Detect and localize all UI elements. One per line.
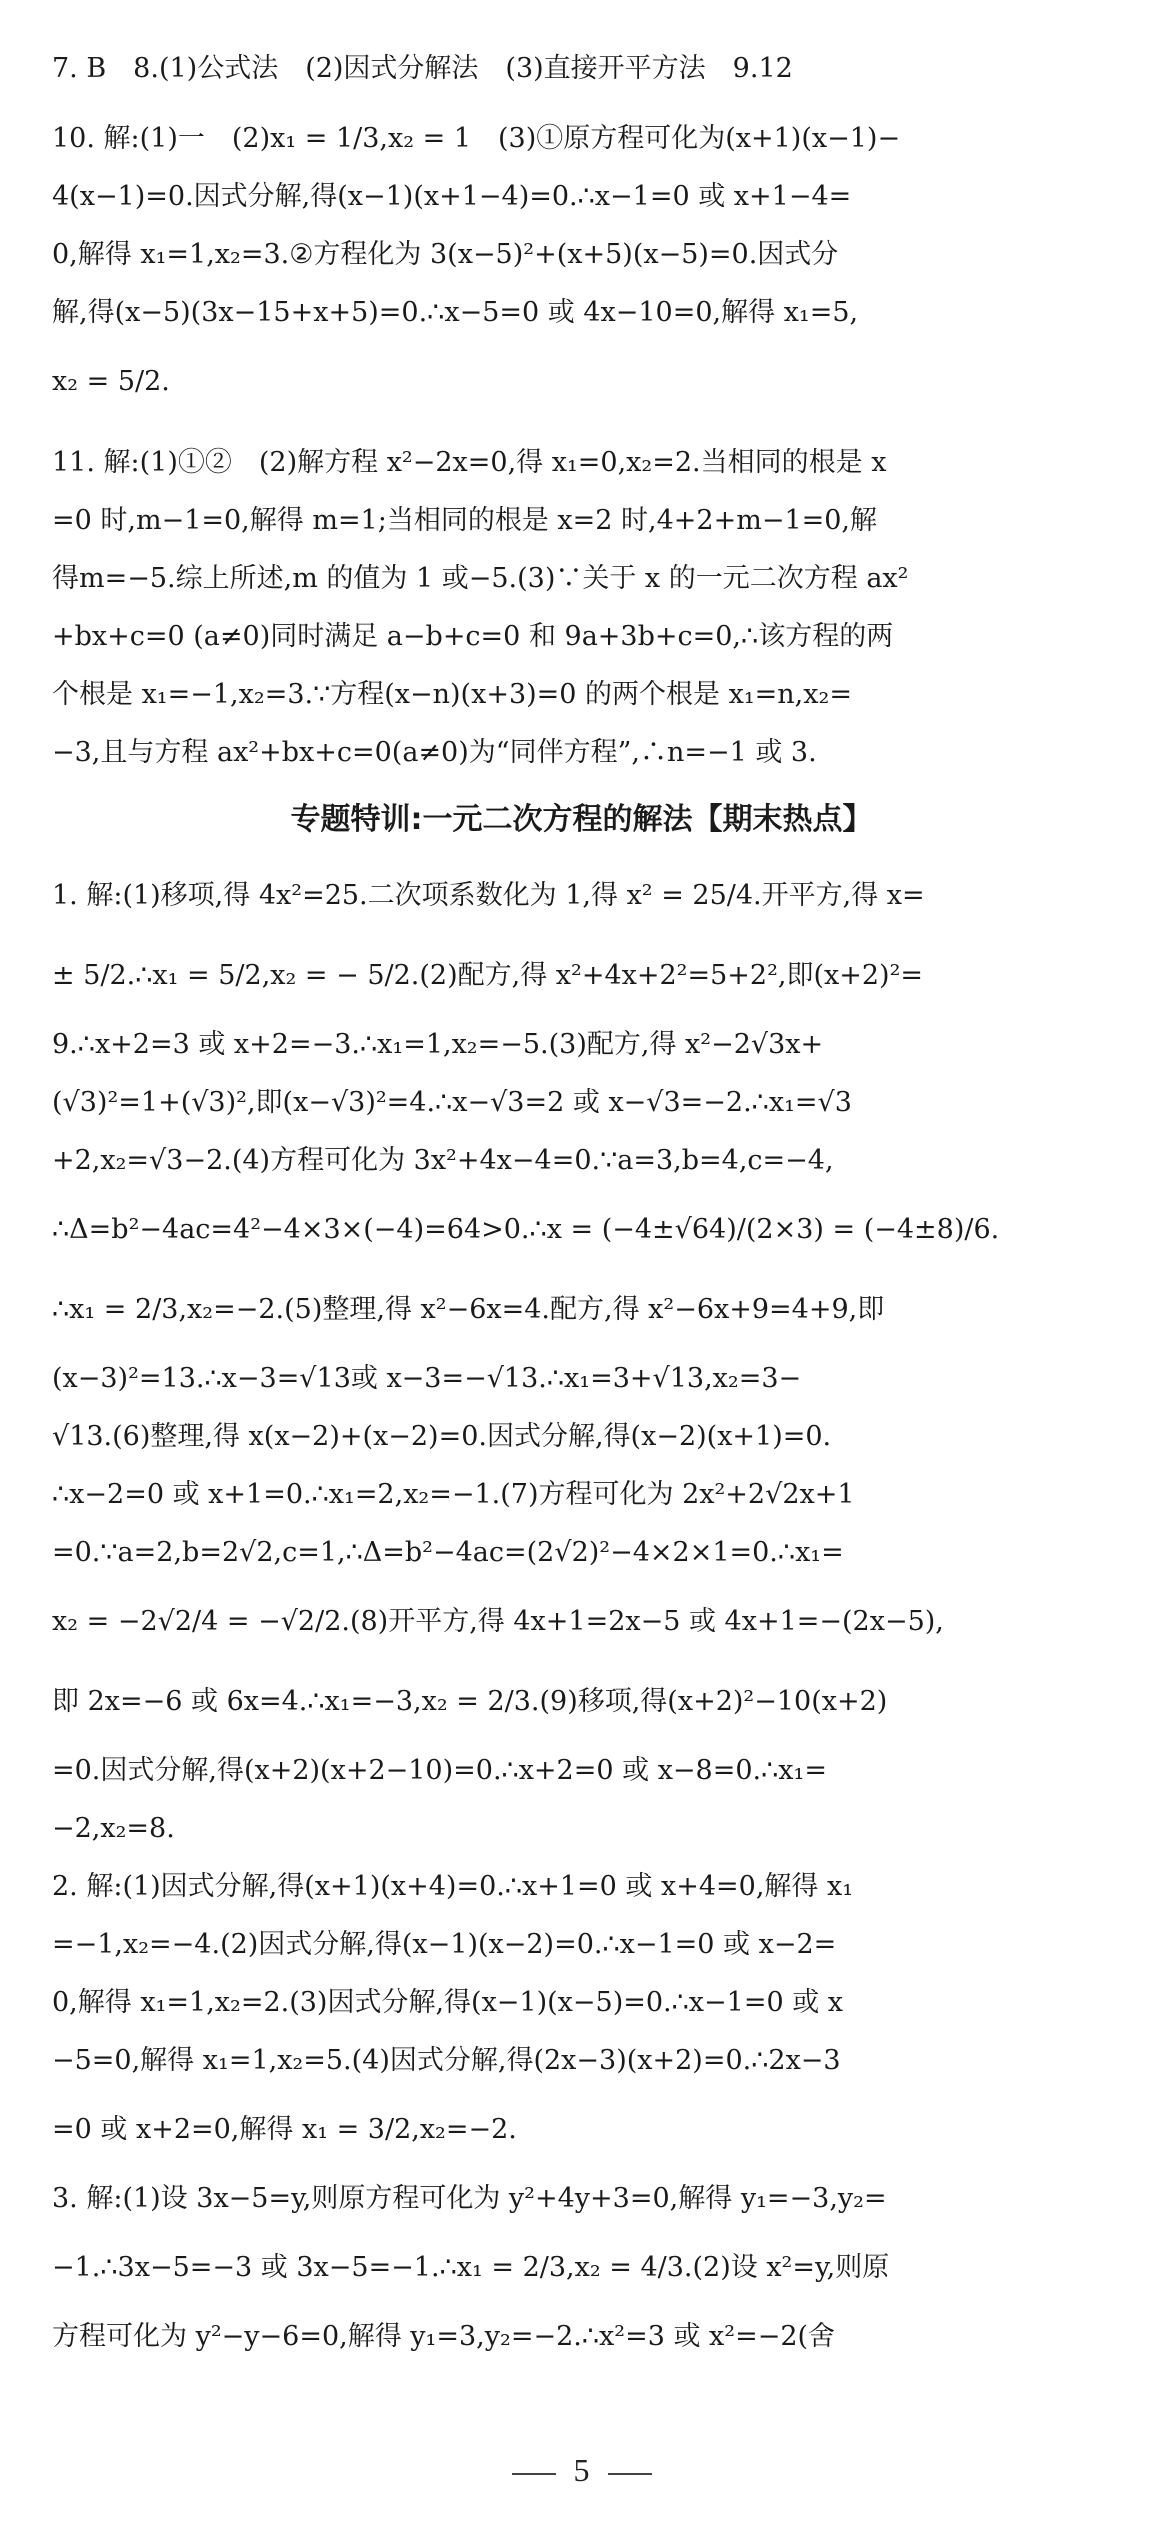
text-line: 得m=−5.综上所述,m 的值为 1 或−5.(3)∵关于 x 的一元二次方程 ax² (52, 563, 909, 594)
section-title: 专题特训:一元二次方程的解法【期末热点】 (290, 802, 873, 837)
text-line: ∴x−2=0 或 x+1=0.∴x₁=2,x₂=−1.(7)方程可化为 2x²+2√2x+1 (52, 1479, 855, 1510)
text-line: 个根是 x₁=−1,x₂=3.∵方程(x−n)(x+3)=0 的两个根是 x₁=n,x₂= (52, 679, 852, 710)
text-line: x₂ = 5/2. (52, 366, 170, 397)
text-line: x₂ = −2√2/4 = −√2/2.(8)开平方,得 4x+1=2x−5 或 4x+1=−(2x−5), (52, 1606, 944, 1637)
text-line: 1. 解:(1)移项,得 4x²=25.二次项系数化为 1,得 x² = 25/4.开平方,得 x= (52, 880, 925, 911)
text-line: 2. 解:(1)因式分解,得(x+1)(x+4)=0.∴x+1=0 或 x+4=0,解得 x₁ (52, 1871, 854, 1902)
page-footer (0, 2452, 1163, 2489)
text-line: −2,x₂=8. (52, 1813, 175, 1844)
problem-7-9 (52, 40, 1111, 98)
footer-dash-right (608, 2473, 652, 2475)
text-line: ∴Δ=b²−4ac=4²−4×3×(−4)=64>0.∴x = (−4±√64)/(2×3) = (−4±8)/6. (52, 1214, 1000, 1245)
text-line: 解,得(x−5)(3x−15+x+5)=0.∴x−5=0 或 4x−10=0,解得 x₁=5, (52, 297, 859, 328)
text-line: =0.∵a=2,b=2√2,c=1,∴Δ=b²−4ac=(2√2)²−4×2×1=0.∴x₁= (52, 1537, 844, 1568)
footer-dash-left (512, 2473, 556, 2475)
text-line: =0 时,m−1=0,解得 m=1;当相同的根是 x=2 时,4+2+m−1=0,解 (52, 505, 878, 536)
text-line: −5=0,解得 x₁=1,x₂=5.(4)因式分解,得(2x−3)(x+2)=0.∴2x−3 (52, 2045, 841, 2076)
text-line: ± 5/2.∴x₁ = 5/2,x₂ = − 5/2.(2)配方,得 x²+4x+2²=5+2²,即(x+2)²= (52, 960, 924, 991)
text-line: 0,解得 x₁=1,x₂=3.②方程化为 3(x−5)²+(x+5)(x−5)=0.因式分 (52, 239, 839, 270)
text-line: (x−3)²=13.∴x−3=√13或 x−3=−√13.∴x₁=3+√13,x₂=3− (52, 1363, 802, 1394)
answers-bottom (52, 856, 1111, 2366)
answers-top (52, 40, 1111, 782)
text-line: −1.∴3x−5=−3 或 3x−5=−1.∴x₁ = 2/3,x₂ = 4/3.(2)设 x²=y,则原 (52, 2252, 890, 2283)
text-line: 0,解得 x₁=1,x₂=2.(3)因式分解,得(x−1)(x−5)=0.∴x−1=0 或 x (52, 1987, 844, 2018)
text-line: 7. B 8.(1)公式法 (2)因式分解法 (3)直接开平方法 9.12 (52, 53, 793, 84)
text-line: 方程可化为 y²−y−6=0,解得 y₁=3,y₂=−2.∴x²=3 或 x²=−2(舍 (52, 2321, 836, 2352)
text-line: 4(x−1)=0.因式分解,得(x−1)(x+1−4)=0.∴x−1=0 或 x+1−4= (52, 181, 852, 212)
problem-1 (52, 856, 1111, 1858)
text-line: √13.(6)整理,得 x(x−2)+(x−2)=0.因式分解,得(x−2)(x+1)=0. (52, 1421, 832, 1452)
text-line: +2,x₂=√3−2.(4)方程可化为 3x²+4x−4=0.∵a=3,b=4,c=−4, (52, 1145, 834, 1176)
problem-3 (52, 2170, 1111, 2366)
page-number: 5 (573, 2452, 590, 2488)
problem-11 (52, 434, 1111, 782)
text-line: −3,且与方程 ax²+bx+c=0(a≠0)为“同伴方程”,∴n=−1 或 3. (52, 737, 817, 768)
text-line: 11. 解:(1)①② (2)解方程 x²−2x=0,得 x₁=0,x₂=2.当相同的根是 x (52, 447, 887, 478)
text-line: +bx+c=0 (a≠0)同时满足 a−b+c=0 和 9a+3b+c=0,∴该方程的两 (52, 621, 894, 652)
text-line: 10. 解:(1)一 (2)x₁ = 1/3,x₂ = 1 (3)①原方程可化为(x+1)(x−1)− (52, 123, 901, 154)
text-line: 9.∴x+2=3 或 x+2=−3.∴x₁=1,x₂=−5.(3)配方,得 x²−2√3x+ (52, 1029, 824, 1060)
problem-10 (52, 110, 1111, 422)
text-line: =0 或 x+2=0,解得 x₁ = 3/2,x₂=−2. (52, 2114, 517, 2145)
problem-2 (52, 1858, 1111, 2170)
text-line: 3. 解:(1)设 3x−5=y,则原方程可化为 y²+4y+3=0,解得 y₁=−3,y₂= (52, 2183, 887, 2214)
text-line: (√3)²=1+(√3)²,即(x−√3)²=4.∴x−√3=2 或 x−√3=−2.∴x₁=√3 (52, 1087, 852, 1118)
text-line: =−1,x₂=−4.(2)因式分解,得(x−1)(x−2)=0.∴x−1=0 或 x−2= (52, 1929, 837, 1960)
text-line: 即 2x=−6 或 6x=4.∴x₁=−3,x₂ = 2/3.(9)移项,得(x+2)²−10(x+2) (52, 1686, 888, 1717)
text-line: ∴x₁ = 2/3,x₂=−2.(5)整理,得 x²−6x=4.配方,得 x²−6x+9=4+9,即 (52, 1294, 885, 1325)
text-line: =0.因式分解,得(x+2)(x+2−10)=0.∴x+2=0 或 x−8=0.∴x₁= (52, 1755, 827, 1786)
